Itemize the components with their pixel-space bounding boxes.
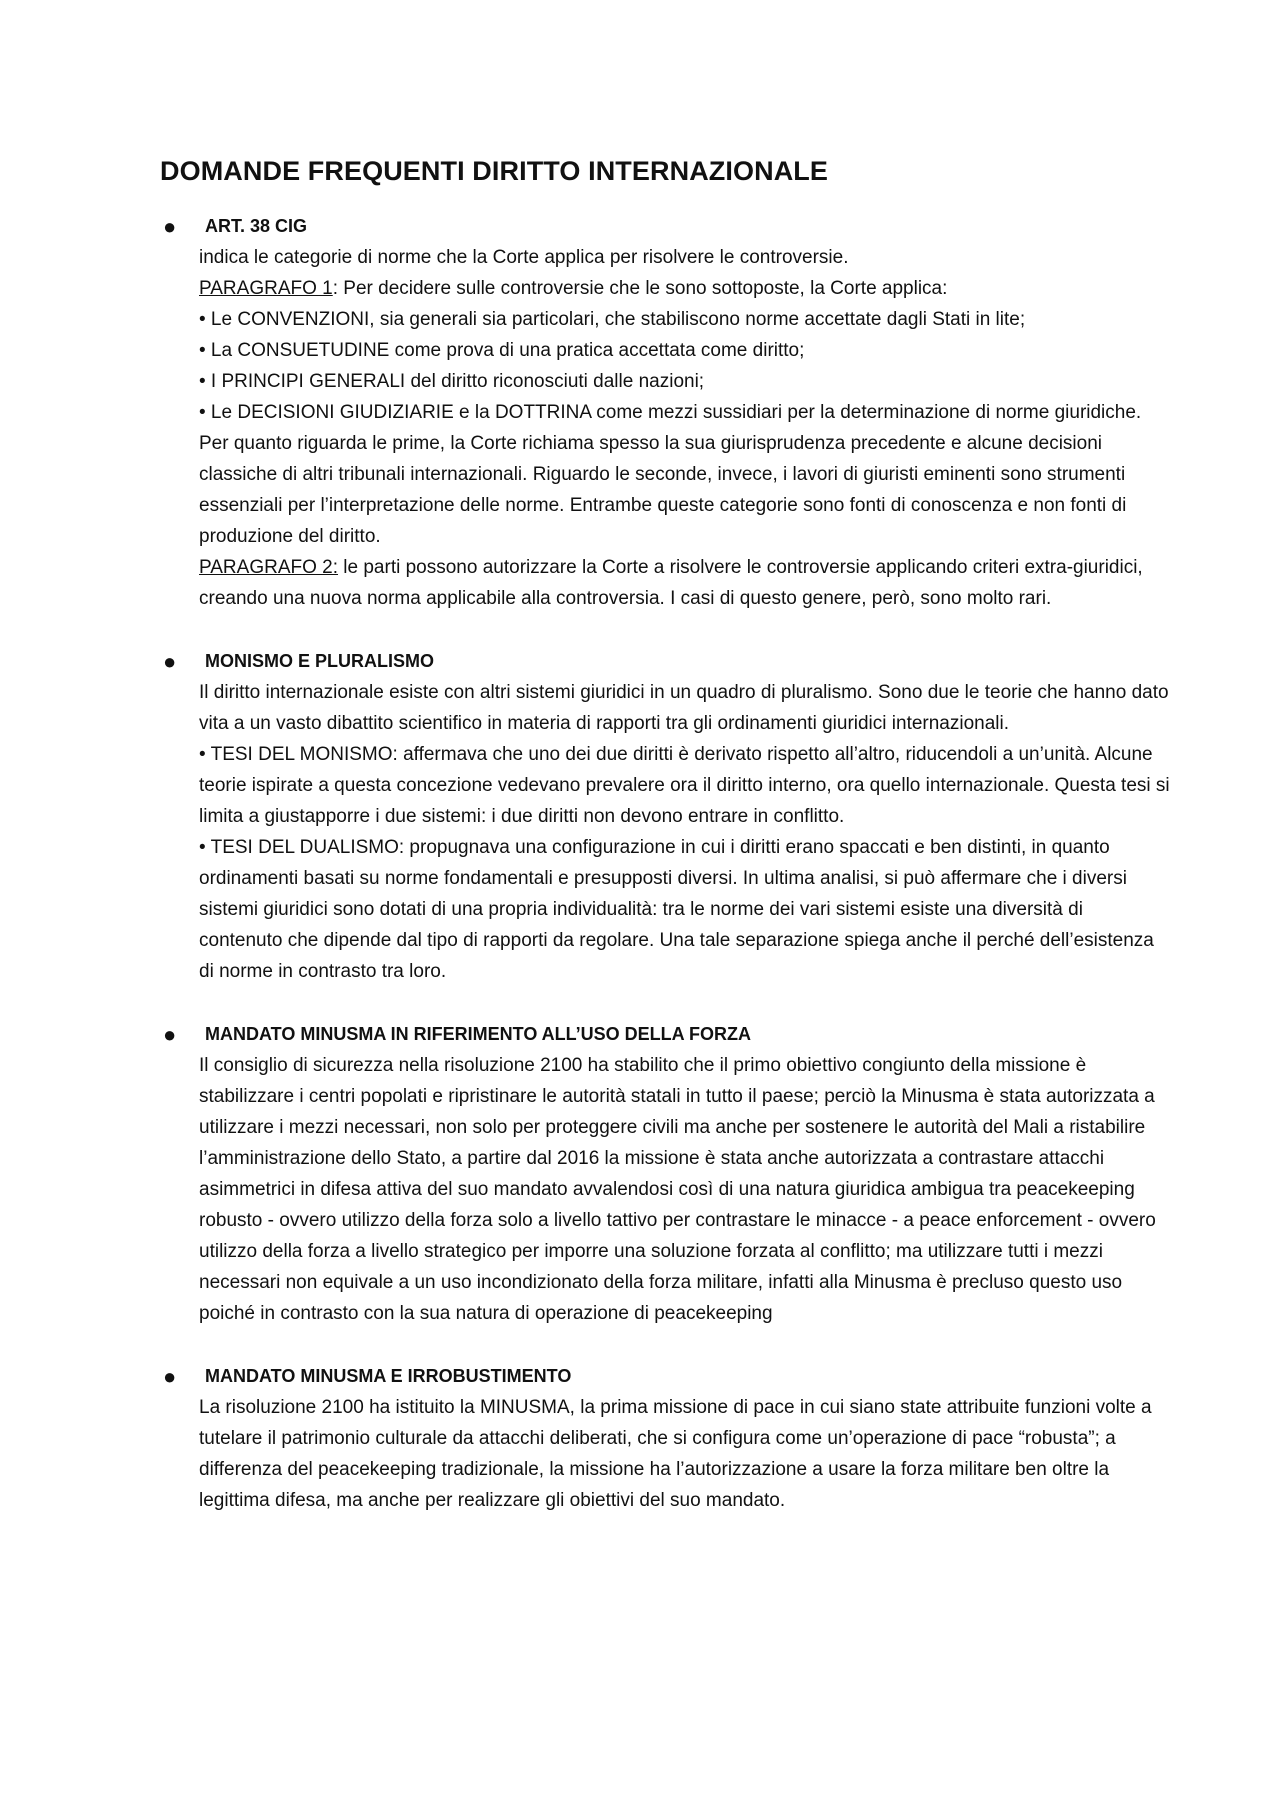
bullet-icon: ●: [163, 1022, 177, 1047]
section-heading: [160, 646, 1170, 677]
bullet-icon: ●: [163, 1364, 177, 1389]
section-heading: [160, 1019, 1170, 1050]
section-intro: Il diritto internazionale esiste con altri sistemi giuridici in un quadro di pluralismo. Sono due le teorie che hanno dato vita a un vasto dibattito scientifico in materia di rapporti tra gli ordinamenti giuridici internazionali.: [199, 682, 1169, 734]
list-item: • Le DECISIONI GIUDIZIARIE e la DOTTRINA come mezzi sussidiari per la determinazione di norme giuridiche. Per quanto riguarda le prime, la Corte richiama spesso la sua giurisprudenza precedente e alcune decisioni classiche di altri tribunali internazionali. Riguardo le seconde, invece, i lavori di giuristi eminenti sono strumenti essenziali per l’interpretazione delle norme. Entrambe queste categorie sono fonti di conoscenza e non fonti di produzione del diritto.: [199, 402, 1142, 547]
list-item: • TESI DEL MONISMO: affermava che uno dei due diritti è derivato rispetto all’altro, riducendoli a un’unità. Alcune teorie ispirate a questa concezione vedevano prevalere ora il diritto interno, ora quello internazionale. Questa tesi si limita a giustapporre i due sistemi: i due diritti non devono entrare in conflitto.: [199, 744, 1170, 827]
section-body: [160, 1392, 1170, 1516]
paragraph-1-label: PARAGRAFO 1: [199, 278, 333, 299]
section-monismo: [160, 646, 1170, 987]
bullet-icon: ●: [163, 214, 177, 239]
section-heading: [160, 1361, 1170, 1392]
section-heading-text: MANDATO MINUSMA IN RIFERIMENTO ALL’USO DELLA FORZA: [205, 1024, 751, 1044]
section-intro: indica le categorie di norme che la Corte applica per risolvere le controversie.: [199, 247, 849, 268]
paragraph-2-text: le parti possono autorizzare la Corte a risolvere le controversie applicando criteri extra-giuridici, creando una nuova norma applicabile alla controversia. I casi di questo genere, però, sono molto rari.: [199, 557, 1143, 609]
paragraph-1: [199, 273, 1170, 304]
section-body: [160, 1050, 1170, 1329]
paragraph-1-text: : Per decidere sulle controversie che le sono sottoposte, la Corte applica:: [332, 278, 948, 299]
section-body: [160, 242, 1170, 614]
document-title: DOMANDE FREQUENTI DIRITTO INTERNAZIONALE: [160, 156, 828, 186]
section-heading-text: ART. 38 CIG: [205, 216, 308, 236]
list-item: • I PRINCIPI GENERALI del diritto riconosciuti dalle nazioni;: [199, 371, 705, 392]
section-heading: [160, 211, 1170, 242]
section-minusma-forza: [160, 1019, 1170, 1329]
paragraph-2-label: PARAGRAFO 2:: [199, 557, 339, 578]
section-art38: [160, 211, 1170, 614]
list-item: • La CONSUETUDINE come prova di una pratica accettata come diritto;: [199, 340, 805, 361]
paragraph-2: [199, 552, 1170, 614]
section-paragraph: La risoluzione 2100 ha istituito la MINUSMA, la prima missione di pace in cui siano state attribuite funzioni volte a tutelare il patrimonio culturale da attacchi deliberati, che si configura come un’operazione di pace “robusta”; a differenza del peacekeeping tradizionale, la missione ha l’autorizzazione a usare la forza militare ben oltre la legittima difesa, ma anche per realizzare gli obiettivi del suo mandato.: [199, 1397, 1152, 1511]
section-minusma-irrobustimento: [160, 1361, 1170, 1516]
list-item: • Le CONVENZIONI, sia generali sia particolari, che stabiliscono norme accettate dagli Stati in lite;: [199, 309, 1026, 330]
section-heading-text: MONISMO E PLURALISMO: [205, 651, 434, 671]
section-paragraph: Il consiglio di sicurezza nella risoluzione 2100 ha stabilito che il primo obiettivo congiunto della missione è stabilizzare i centri popolati e ripristinare le autorità statali in tutto il paese; perciò la Minusma è stata autorizzata a utilizzare i mezzi necessari, non solo per proteggere civili ma anche per sostenere le autorità del Mali a ristabilire l’amministrazione dello Stato, a partire dal 2016 la missione è stata anche autorizzata a contrastare attacchi asimmetrici in difesa attiva del suo mandato avvalendosi così di una natura giuridica ambigua tra peacekeeping robusto - ovvero utilizzo della forza solo a livello tattivo per contrastare le minacce - a peace enforcement - ovvero utilizzo della forza a livello strategico per imporre una soluzione forzata al conflitto; ma utilizzare tutti i mezzi necessari non equivale a un uso incondizionato della forza militare, infatti alla Minusma è precluso questo uso poiché in contrasto con la sua natura di operazione di peacekeeping: [199, 1055, 1156, 1324]
section-body: [160, 677, 1170, 987]
list-item: • TESI DEL DUALISMO: propugnava una configurazione in cui i diritti erano spaccati e ben distinti, in quanto ordinamenti basati su norme fondamentali e presupposti diversi. In ultima analisi, si può affermare che i diversi sistemi giuridici sono dotati di una propria individualità: tra le norme dei vari sistemi esiste una diversità di contenuto che dipende dal tipo di rapporti da regolare. Una tale separazione spiega anche il perché dell’esistenza di norme in contrasto tra loro.: [199, 837, 1154, 982]
section-heading-text: MANDATO MINUSMA E IRROBUSTIMENTO: [205, 1366, 572, 1386]
bullet-icon: ●: [163, 649, 177, 674]
